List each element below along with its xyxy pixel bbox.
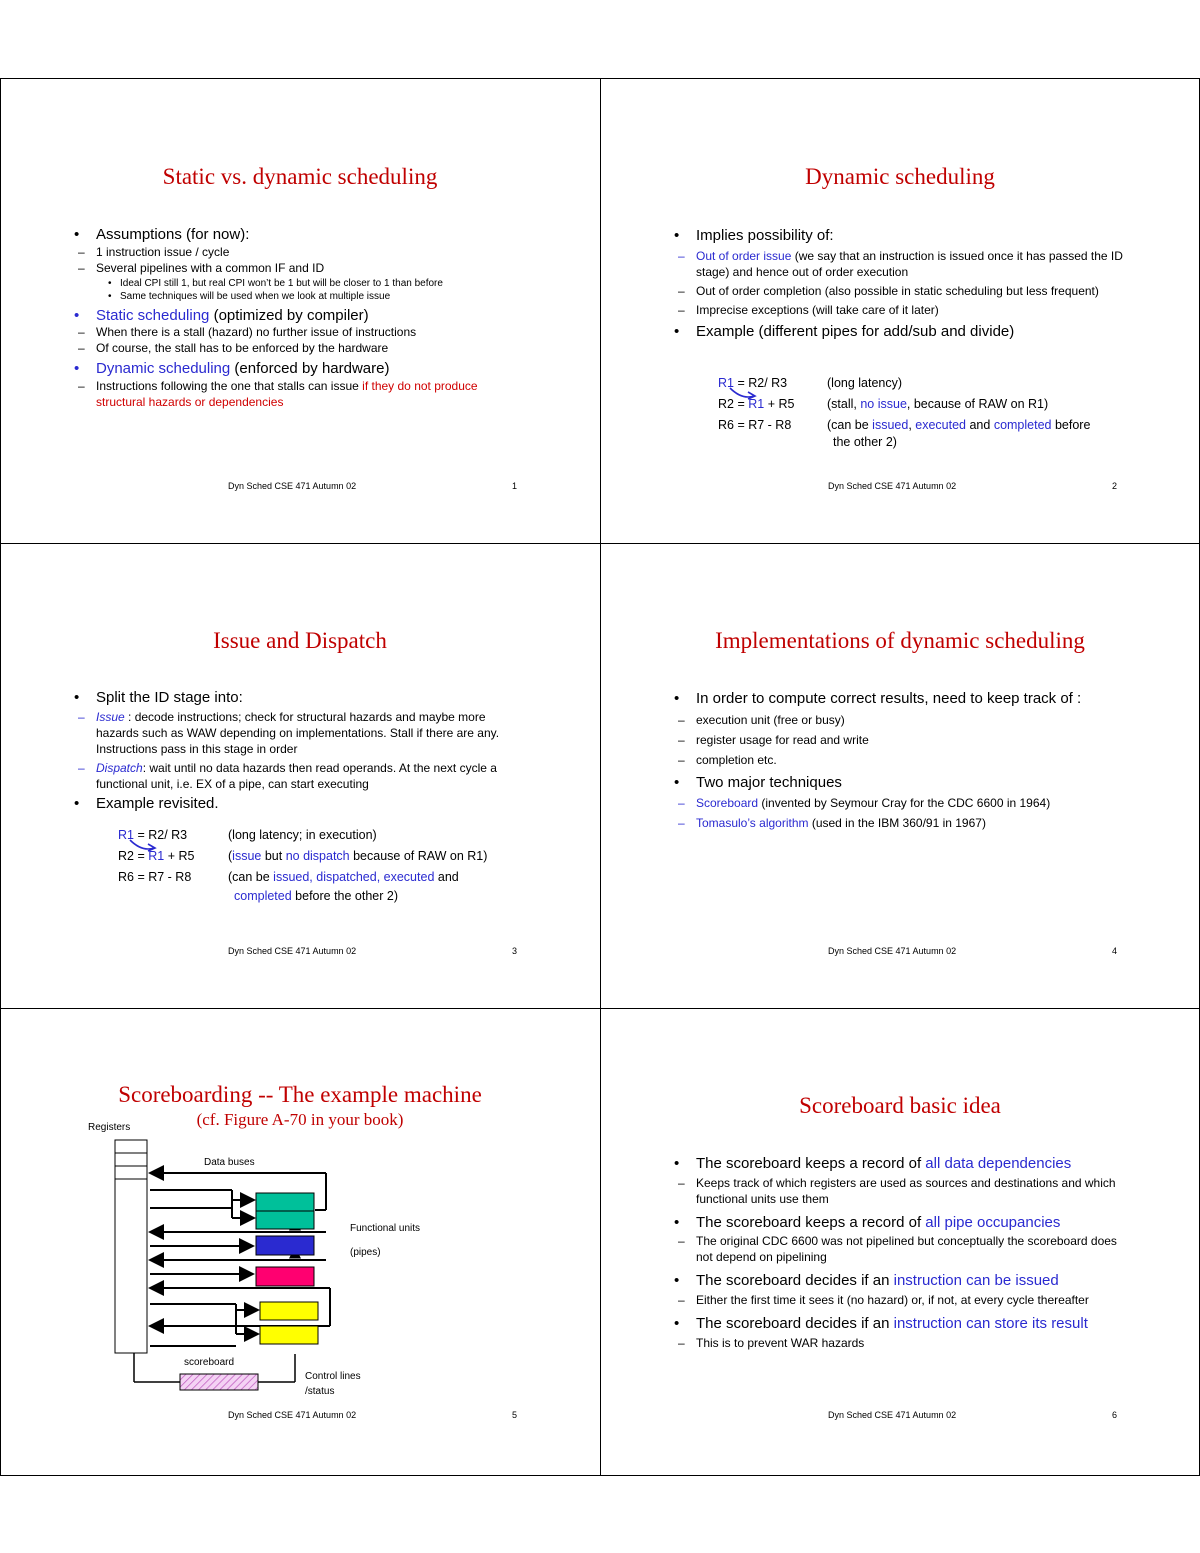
label-registers: Registers [88,1122,131,1133]
slide-6 [600,1008,1200,1473]
label-status: /status [305,1386,335,1397]
page-number: 6 [1112,1410,1118,1420]
slide-title: Scoreboarding -- The example machine [118,1082,482,1107]
highlight: completed [234,889,292,903]
sub-bullet [52,710,524,758]
text: but [261,849,286,863]
highlight: Scoreboard [696,796,759,811]
label-data-buses: Data buses [204,1157,255,1168]
text: before the other 2) [291,889,399,903]
bullet [74,307,524,326]
text: + R5 [764,397,795,411]
highlight: Issue [96,709,125,724]
sub-bullet: – execution unit (free or busy) [652,713,1134,729]
bullet: • Example (different pipes for add/sub and divide) [674,323,1124,342]
highlight: Static scheduling [96,306,210,324]
sub-bullet [652,249,1124,281]
bullet [674,1272,1134,1291]
register-highlight: R1 [718,376,734,390]
bullet [674,1214,1134,1233]
text: (used in the IBM 360/91 in 1967) [808,816,986,831]
highlight: issue [232,849,262,863]
text: (optimized by compiler) [209,306,369,324]
sub-bullet: – 1 instruction issue / cycle [52,245,524,261]
text: The scoreboard keeps a record of [696,1213,926,1231]
scoreboard-diagram [0,1008,600,1408]
page-number: 1 [512,481,518,491]
example-code [718,376,1158,456]
slide-title: Issue and Dispatch [213,628,387,653]
sub-sub-bullet: • Ideal CPI still 1, but real CPI won’t be 1 but will be closer to 1 than before [52,277,524,291]
scoreboard-box [180,1374,258,1390]
functional-unit-1 [256,1193,314,1211]
text: (can be [827,418,873,432]
slide-2 [600,78,1200,543]
highlight: Out of order issue [696,248,792,263]
page-number: 2 [1112,481,1118,491]
example-comment [228,870,459,884]
sub-sub-bullet: • Same techniques will be used when we look at multiple issue [52,290,524,304]
text: R2 = [718,397,749,411]
bullet-list [674,690,1134,832]
functional-unit-5 [260,1302,318,1320]
bullet: • Assumptions (for now): [74,226,524,245]
text: , because of RAW on R1) [906,397,1049,411]
slide-1 [0,78,600,543]
sub-bullet: – Keeps track of which registers are used as sources and destinations and which functional units use them [652,1176,1134,1208]
text: ( [228,849,233,863]
highlight: issued, dispatched, executed [273,870,435,884]
sub-bullet: – The original CDC 6600 was not pipelined but conceptually the scoreboard does not depend on pipelining [652,1234,1134,1266]
footer-text: Dyn Sched CSE 471 Autumn 02 [228,946,357,956]
slide-title: Dynamic scheduling [805,164,995,189]
footer-text: Dyn Sched CSE 471 Autumn 02 [828,481,957,491]
example-line-3: R6 = R7 - R8 [118,870,192,884]
bullet [674,1155,1134,1174]
text: (invented by Seymour Cray for the CDC 6600 in 1964) [758,796,1051,811]
text: and [434,870,459,884]
example-comment: (long latency; in execution) [228,828,377,842]
sub-bullet: – completion etc. [652,753,1134,769]
sub-bullet [52,379,524,411]
bullet-list [674,227,1124,341]
text: : wait until no data hazards then read operands. At the next cycle a functional unit, i.e. EX of a pipe, can start executing [96,760,497,791]
highlight: no dispatch [285,849,350,863]
slide-title: Implementations of dynamic scheduling [715,628,1085,653]
register-highlight: R1 [148,849,165,863]
text: (we say that an instruction is issued once it has passed the ID stage) and hence out of order execution [696,248,1123,279]
functional-unit-4 [256,1267,314,1286]
bullet-list [674,1155,1134,1352]
slide-subtitle: (cf. Figure A-70 in your book) [196,1110,404,1129]
example-line-3: R6 = R7 - R8 [718,418,792,432]
sub-bullet: – register usage for read and write [652,733,1134,749]
text: because of RAW on R1) [349,849,488,863]
functional-unit-6 [260,1326,318,1344]
text: : decode instructions; check for structural hazards and maybe more hazards such as WAW depending on implementations. Stall if there are any. Instructions pass in this stage in order [96,709,500,756]
label-functional-units: Functional units [350,1223,421,1234]
bullet: • In order to compute correct results, need to keep track of : [674,690,1134,709]
register-highlight: R1 [748,397,765,411]
highlight: issued [872,418,909,432]
functional-unit-3 [256,1236,314,1255]
page-number: 4 [1112,946,1118,956]
dependency-arrow-icon [726,380,760,402]
bullet [674,1315,1134,1334]
sub-bullet [652,816,1134,832]
highlight: Dynamic scheduling [96,360,231,378]
label-pipes: (pipes) [350,1247,381,1258]
footer-text: Dyn Sched CSE 471 Autumn 02 [828,1410,957,1420]
slide-title: Scoreboard basic idea [799,1093,1001,1118]
functional-unit-2 [256,1211,314,1229]
text: , [908,418,916,432]
highlight: completed [993,418,1052,432]
highlight: executed [915,418,966,432]
label-scoreboard: scoreboard [184,1357,235,1368]
slide-4 [600,543,1200,1008]
register-highlight: R1 [118,828,134,842]
example-comment: (long latency) [827,376,903,390]
highlight: Dispatch [96,760,143,775]
slide-title: Static vs. dynamic scheduling [162,164,438,189]
page-number: 3 [512,946,518,956]
bullet: • Two major techniques [674,774,1134,793]
text: before [1051,418,1091,432]
text: Instructions following the one that stalls can issue [96,379,363,394]
dependency-arrow-icon [126,832,160,854]
footer-text: Dyn Sched CSE 471 Autumn 02 [828,946,957,956]
text: The scoreboard keeps a record of [696,1155,926,1172]
example-comment [827,397,1048,411]
example-comment-cont: the other 2) [833,435,897,449]
sub-bullet [52,761,524,793]
highlight: instruction can store its result [893,1315,1088,1333]
highlight: all data dependencies [925,1155,1072,1172]
example-comment-cont [234,889,398,903]
text: (stall, [827,397,861,411]
text: (can be [228,870,274,884]
text: (enforced by hardware) [230,360,390,378]
footer-text: Dyn Sched CSE 471 Autumn 02 [228,481,357,491]
bullet: • Implies possibility of: [674,227,1124,246]
text: + R5 [164,849,195,863]
sub-bullet: – Of course, the stall has to be enforced by the hardware [52,341,524,357]
bullet: • Example revisited. [74,795,524,814]
text: The scoreboard decides if an [696,1315,894,1333]
sub-bullet: – Imprecise exceptions (will take care of it later) [652,303,1124,319]
emphasis: if they do not produce structural hazards or dependencies [96,379,478,410]
highlight: instruction can be issued [893,1272,1059,1290]
footer-text: Dyn Sched CSE 471 Autumn 02 [228,1410,357,1420]
text: and [966,418,994,432]
slide-5 [0,1008,600,1473]
sub-bullet: – When there is a stall (hazard) no further issue of instructions [52,325,524,341]
bullet-list [74,226,524,411]
example-code [118,828,558,908]
register-file [115,1140,147,1353]
example-comment [827,418,1090,432]
sub-bullet: – Either the first time it sees it (no hazard) or, if not, at every cycle thereafter [652,1293,1134,1309]
sub-bullet: – This is to prevent WAR hazards [652,1336,1134,1352]
bullet-list [74,689,524,813]
highlight: Tomasulo’s algorithm [696,816,809,831]
text: = R2/ R3 [133,828,188,842]
text: = R2/ R3 [733,376,788,390]
sub-bullet: – Out of order completion (also possible in static scheduling but less frequent) [652,284,1124,300]
example-comment [228,849,487,863]
label-control-lines: Control lines [305,1371,361,1382]
bullet: • Split the ID stage into: [74,689,524,708]
slide-3 [0,543,600,1008]
bullet [74,360,524,379]
text: R2 = [118,849,149,863]
highlight: all pipe occupancies [925,1213,1061,1231]
sub-bullet [652,796,1134,812]
page-number: 5 [512,1410,518,1420]
sub-bullet: – Several pipelines with a common IF and ID [52,261,524,277]
text: The scoreboard decides if an [696,1272,894,1290]
highlight: no issue [860,397,907,411]
